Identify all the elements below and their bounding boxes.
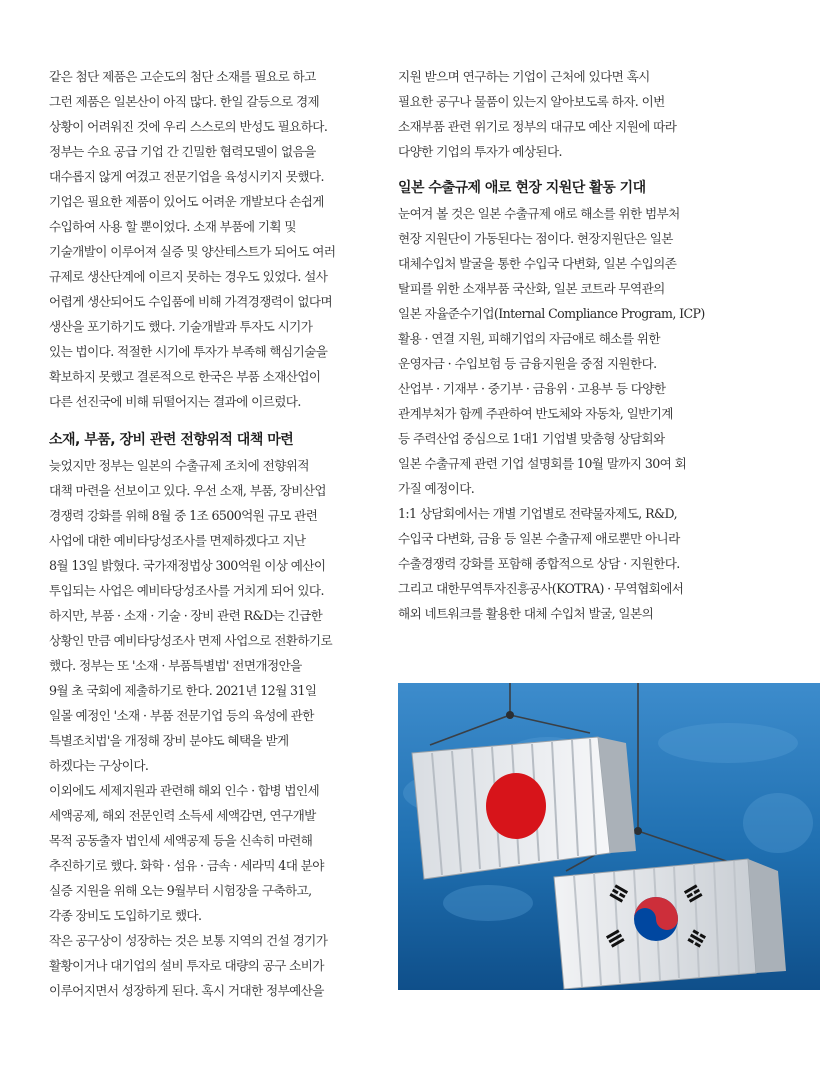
text-line: 일본 자율준수기업(Internal Compliance Program, ICP) xyxy=(398,306,705,321)
text-line: 기업은 필요한 제품이 있어도 어려운 개발보다 손쉽게 xyxy=(49,194,324,209)
text-line: 있는 법이다. 적절한 시기에 투자가 부족해 핵심기술을 xyxy=(49,344,328,359)
text-line: 8월 13일 밝혔다. 국가재정법상 300억원 이상 예산이 xyxy=(49,558,326,573)
text-line: 현장 지원단이 가동된다는 점이다. 현장지원단은 일본 xyxy=(398,231,673,246)
text-line: 규제로 생산단계에 이르지 못하는 경우도 있었다. 설사 xyxy=(49,269,328,284)
text-line: 수출경쟁력 강화를 포함해 종합적으로 상담 · 지원한다. xyxy=(398,556,680,571)
text-line: 생산을 포기하기도 했다. 기술개발과 투자도 시기가 xyxy=(49,319,313,334)
text-line: 탈피를 위한 소재부품 국산화, 일본 코트라 무역관의 xyxy=(398,281,665,296)
text-line: 늦었지만 정부는 일본의 수출규제 조치에 전향위적 xyxy=(49,458,309,473)
text-line: 관계부처가 함께 주관하여 반도체와 자동차, 일반기계 xyxy=(398,406,673,421)
text-line: 투입되는 사업은 예비타당성조사를 거치게 되어 있다. xyxy=(49,583,324,598)
text-line: 사업에 대한 예비타당성조사를 면제하겠다고 지난 xyxy=(49,533,306,548)
text-line: 운영자금 · 수입보험 등 금융지원을 중점 지원한다. xyxy=(398,356,657,371)
text-line: 이루어지면서 성장하게 된다. 혹시 거대한 정부예산을 xyxy=(49,983,324,998)
right-column xyxy=(398,64,724,626)
left-paragraph-3 xyxy=(49,778,371,928)
text-line: 다른 선진국에 비해 뒤떨어지는 결과에 이르렀다. xyxy=(49,394,301,409)
text-line: 일몰 예정인 '소재 · 부품 전문기업 등의 육성에 관한 xyxy=(49,708,314,723)
text-line: 특별조치법'을 개정해 장비 분야도 혜택을 받게 xyxy=(49,733,289,748)
text-line: 등 주력산업 중심으로 1대1 기업별 맞춤형 상담회와 xyxy=(398,431,665,446)
text-line: 활용 · 연결 지원, 피해기업의 자금애로 해소를 위한 xyxy=(398,331,660,346)
text-line: 확보하지 못했고 결론적으로 한국은 부품 소재산업이 xyxy=(49,369,321,384)
left-paragraph-4 xyxy=(49,928,371,1003)
text-line: 작은 공구상이 성장하는 것은 보통 지역의 건설 경기가 xyxy=(49,933,328,948)
text-line: 경쟁력 강화를 위해 8월 중 1조 6500억원 규모 관련 xyxy=(49,508,318,523)
text-line: 각종 장비도 도입하기로 했다. xyxy=(49,908,202,923)
text-line: 상황인 만큼 예비타당성조사 면제 사업으로 전환하기로 xyxy=(49,633,333,648)
text-line: 하겠다는 구상이다. xyxy=(49,758,149,773)
text-line: 기술개발이 이루어져 실증 및 양산테스트가 되어도 여러 xyxy=(49,244,336,259)
text-line: 다양한 기업의 투자가 예상된다. xyxy=(398,144,562,159)
text-line: 가질 예정이다. xyxy=(398,481,475,496)
text-line: 대수롭지 않게 여겼고 전문기업을 육성시키지 못했다. xyxy=(49,169,324,184)
text-line: 대책 마련을 선보이고 있다. 우선 소재, 부품, 장비산업 xyxy=(49,483,326,498)
text-line: 어렵게 생산되어도 수입품에 비해 가격경쟁력이 없다며 xyxy=(49,294,333,309)
text-line: 수입하여 사용 할 뿐이었다. 소재 부품에 기획 및 xyxy=(49,219,296,234)
text-line: 정부는 수요 공급 기업 간 긴밀한 협력모델이 없음을 xyxy=(49,144,316,159)
right-paragraph-1 xyxy=(398,64,724,164)
text-line: 하지만, 부품 · 소재 · 기술 · 장비 관련 R&D는 긴급한 xyxy=(49,608,323,623)
text-line: 대체수입처 발굴을 통한 수입국 다변화, 일본 수입의존 xyxy=(398,256,677,271)
text-line: 산업부 · 기재부 · 중기부 · 금융위 · 고용부 등 다양한 xyxy=(398,381,666,396)
left-column xyxy=(49,64,371,1003)
text-line: 추진하기로 했다. 화학 · 섬유 · 금속 · 세라믹 4대 분야 xyxy=(49,858,324,873)
text-line: 눈여겨 볼 것은 일본 수출규제 애로 해소를 위한 범부처 xyxy=(398,206,680,221)
text-line: 수입국 다변화, 금융 등 일본 수출규제 애로뿐만 아니라 xyxy=(398,531,680,546)
text-line: 지원 받으며 연구하는 기업이 근처에 있다면 혹시 xyxy=(398,69,650,84)
text-line: 이외에도 세제지원과 관련해 해외 인수 · 합병 법인세 xyxy=(49,783,320,798)
text-line: 1:1 상담회에서는 개별 기업별로 전략물자제도, R&D, xyxy=(398,506,678,521)
left-paragraph-1 xyxy=(49,64,371,414)
section-heading-left: 소재, 부품, 장비 관련 전향위적 대책 마련 xyxy=(49,432,294,448)
text-line: 실증 지원을 위해 오는 9월부터 시험장을 구축하고, xyxy=(49,883,312,898)
text-line: 세액공제, 해외 전문인력 소득세 세액감면, 연구개발 xyxy=(49,808,316,823)
text-line: 같은 첨단 제품은 고순도의 첨단 소재를 필요로 하고 xyxy=(49,69,316,84)
text-line: 했다. 정부는 또 '소재 · 부품특별법' 전면개정안을 xyxy=(49,658,302,673)
text-line: 활황이거나 대기업의 설비 투자로 대량의 공구 소비가 xyxy=(49,958,324,973)
right-paragraph-3 xyxy=(398,501,724,626)
text-line: 소재부품 관련 위기로 정부의 대규모 예산 지원에 따라 xyxy=(398,119,677,134)
text-line: 필요한 공구나 물품이 있는지 알아보도록 하자. 이번 xyxy=(398,94,665,109)
text-line: 그리고 대한무역투자진흥공사(KOTRA) · 무역협회에서 xyxy=(398,581,684,596)
left-paragraph-2 xyxy=(49,453,371,778)
text-line: 상황이 어려워진 것에 우리 스스로의 반성도 필요하다. xyxy=(49,119,328,134)
shipping-containers-japan-korea-flags-icon xyxy=(398,683,820,990)
text-line: 그런 제품은 일본산이 아직 많다. 한일 갈등으로 경제 xyxy=(49,94,320,109)
text-line: 일본 수출규제 관련 기업 설명회를 10월 말까지 30여 회 xyxy=(398,456,687,471)
section-heading-right: 일본 수출규제 애로 현장 지원단 활동 기대 xyxy=(398,180,646,196)
text-line: 목적 공동출자 법인세 세액공제 등을 신속히 마련해 xyxy=(49,833,313,848)
text-line: 9월 초 국회에 제출하기로 한다. 2021년 12월 31일 xyxy=(49,683,317,698)
text-line: 해외 네트워크를 활용한 대체 수입처 발굴, 일본의 xyxy=(398,606,654,621)
right-paragraph-2 xyxy=(398,201,724,501)
